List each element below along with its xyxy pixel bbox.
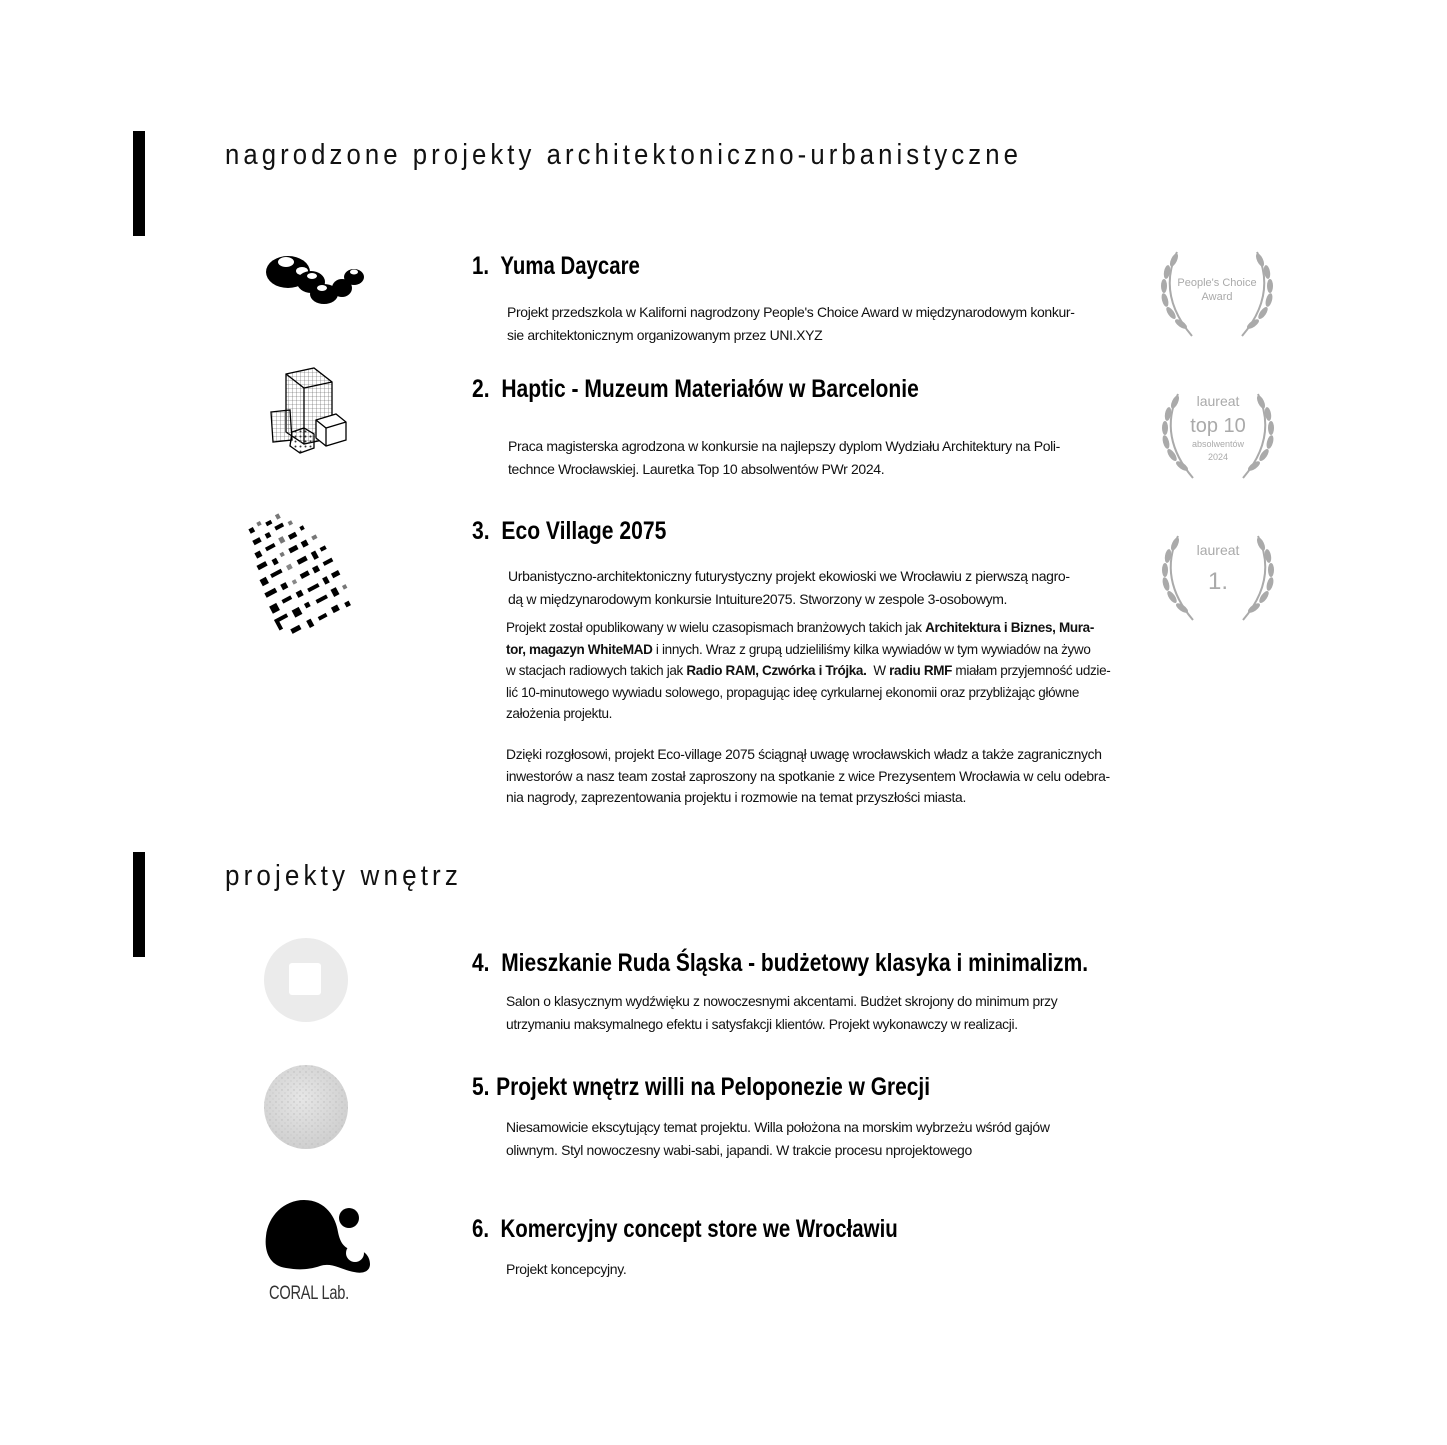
coral-lab-logo-icon [262, 1196, 372, 1274]
award-badge-peoples-choice: People's Choice Award [1152, 240, 1282, 340]
eco-village-outcome-paragraph: Dzięki rozgłosowi, projekt Eco-village 2075 ściągnął uwagę wrocławskich władz a także zagranicznych inwestorów a nasz team został zaproszony na spotkanie z wice Prezysentem Wrocławia w celu odebra- nia nagrody, zaprezentowania projektu i rozmowie na temat przyszłości miasta. [506, 746, 1110, 805]
section-title-architecture: nagrodzone projekty architektoniczno-urbanistyczne [225, 139, 1022, 171]
award-badge-top10: laureat top 10 absolwentów 2024 [1153, 382, 1283, 482]
award-badge-laureat-1: laureat 1. [1153, 524, 1283, 624]
project-title-haptic: 2. Haptic - Muzeum Materiałów w Barcelonie [472, 375, 919, 403]
peloponnese-villa-texture-icon [263, 1064, 349, 1150]
coral-lab-label: CORAL Lab. [269, 1283, 350, 1304]
haptic-museum-icon [268, 364, 350, 456]
project-description-yuma: Projekt przedszkola w Kaliforni nagrodzony People's Choice Award w międzynarodowym konkur- sie architektonicznym organizowanym przez UNI.XYZ [507, 304, 1075, 343]
project-title-peloponnese: 5. Projekt wnętrz willi na Peloponezie w Grecji [472, 1073, 931, 1101]
section-title-interiors: projekty wnętrz [225, 860, 463, 892]
project-description-concept-store: Projekt koncepcyjny. [506, 1261, 627, 1277]
project-title-ruda-slaska: 4. Mieszkanie Ruda Śląska - budżetowy klasyka i minimalizm. [472, 949, 1089, 977]
project-title-eco-village: 3. Eco Village 2075 [472, 517, 667, 545]
yuma-daycare-icon [262, 252, 368, 308]
project-description-peloponnese: Niesamowicie ekscytujący temat projektu. Willa położona na morskim wybrzeżu wśród gajów oliwnym. Styl nowoczesny wabi-sabi, japandi. W trakcie procesu nprojektowego [506, 1119, 1050, 1158]
project-title-concept-store: 6. Komercyjny concept store we Wrocławiu [472, 1215, 898, 1243]
project-title-yuma: 1. Yuma Daycare [472, 252, 640, 280]
ruda-slaska-apartment-icon [263, 937, 349, 1023]
eco-village-press-paragraph: Projekt został opublikowany w wielu czasopismach branżowych takich jak Architektura i Biznes, Mura- tor, magazyn WhiteMAD i innych. Wraz z grupą udzieliliśmy kilka wywiadów w tym wywiadów na żywo w stacjach radiowych takich jak Radio RAM, Czwórka i Trójka. W radiu RMF miałam przyjemność udzie- lić 10-minutowego wywiadu solowego, propagując ideę cyrkularnej ekonomii oraz przybliżając główne założenia projektu. [506, 619, 1111, 721]
project-description-ruda-slaska: Salon o klasycznym wydźwięku z nowoczesnymi akcentami. Budżet skrojony do minimum przy utrzymaniu maksymalnego efektu i satysfakcji klientów. Projekt wykonawczy w realizacji. [506, 993, 1058, 1032]
section-marker-bar [133, 131, 145, 236]
section-marker-bar [133, 852, 145, 957]
project-description-haptic: Praca magisterska agrodzona w konkursie na najlepszy dyplom Wydziału Architektury na Poli- technce Wrocławskiej. Lauretka Top 10 absolwentów PWr 2024. [508, 438, 1060, 477]
eco-village-plan-icon [244, 498, 356, 644]
project-description-eco-village: Urbanistyczno-architektoniczny futurystyczny projekt ekowioski we Wrocławiu z pierwszą nagro- dą w międzynarodowym konkursie Intuiture2075. Stworzony w zespole 3-osobowym. [508, 568, 1070, 607]
